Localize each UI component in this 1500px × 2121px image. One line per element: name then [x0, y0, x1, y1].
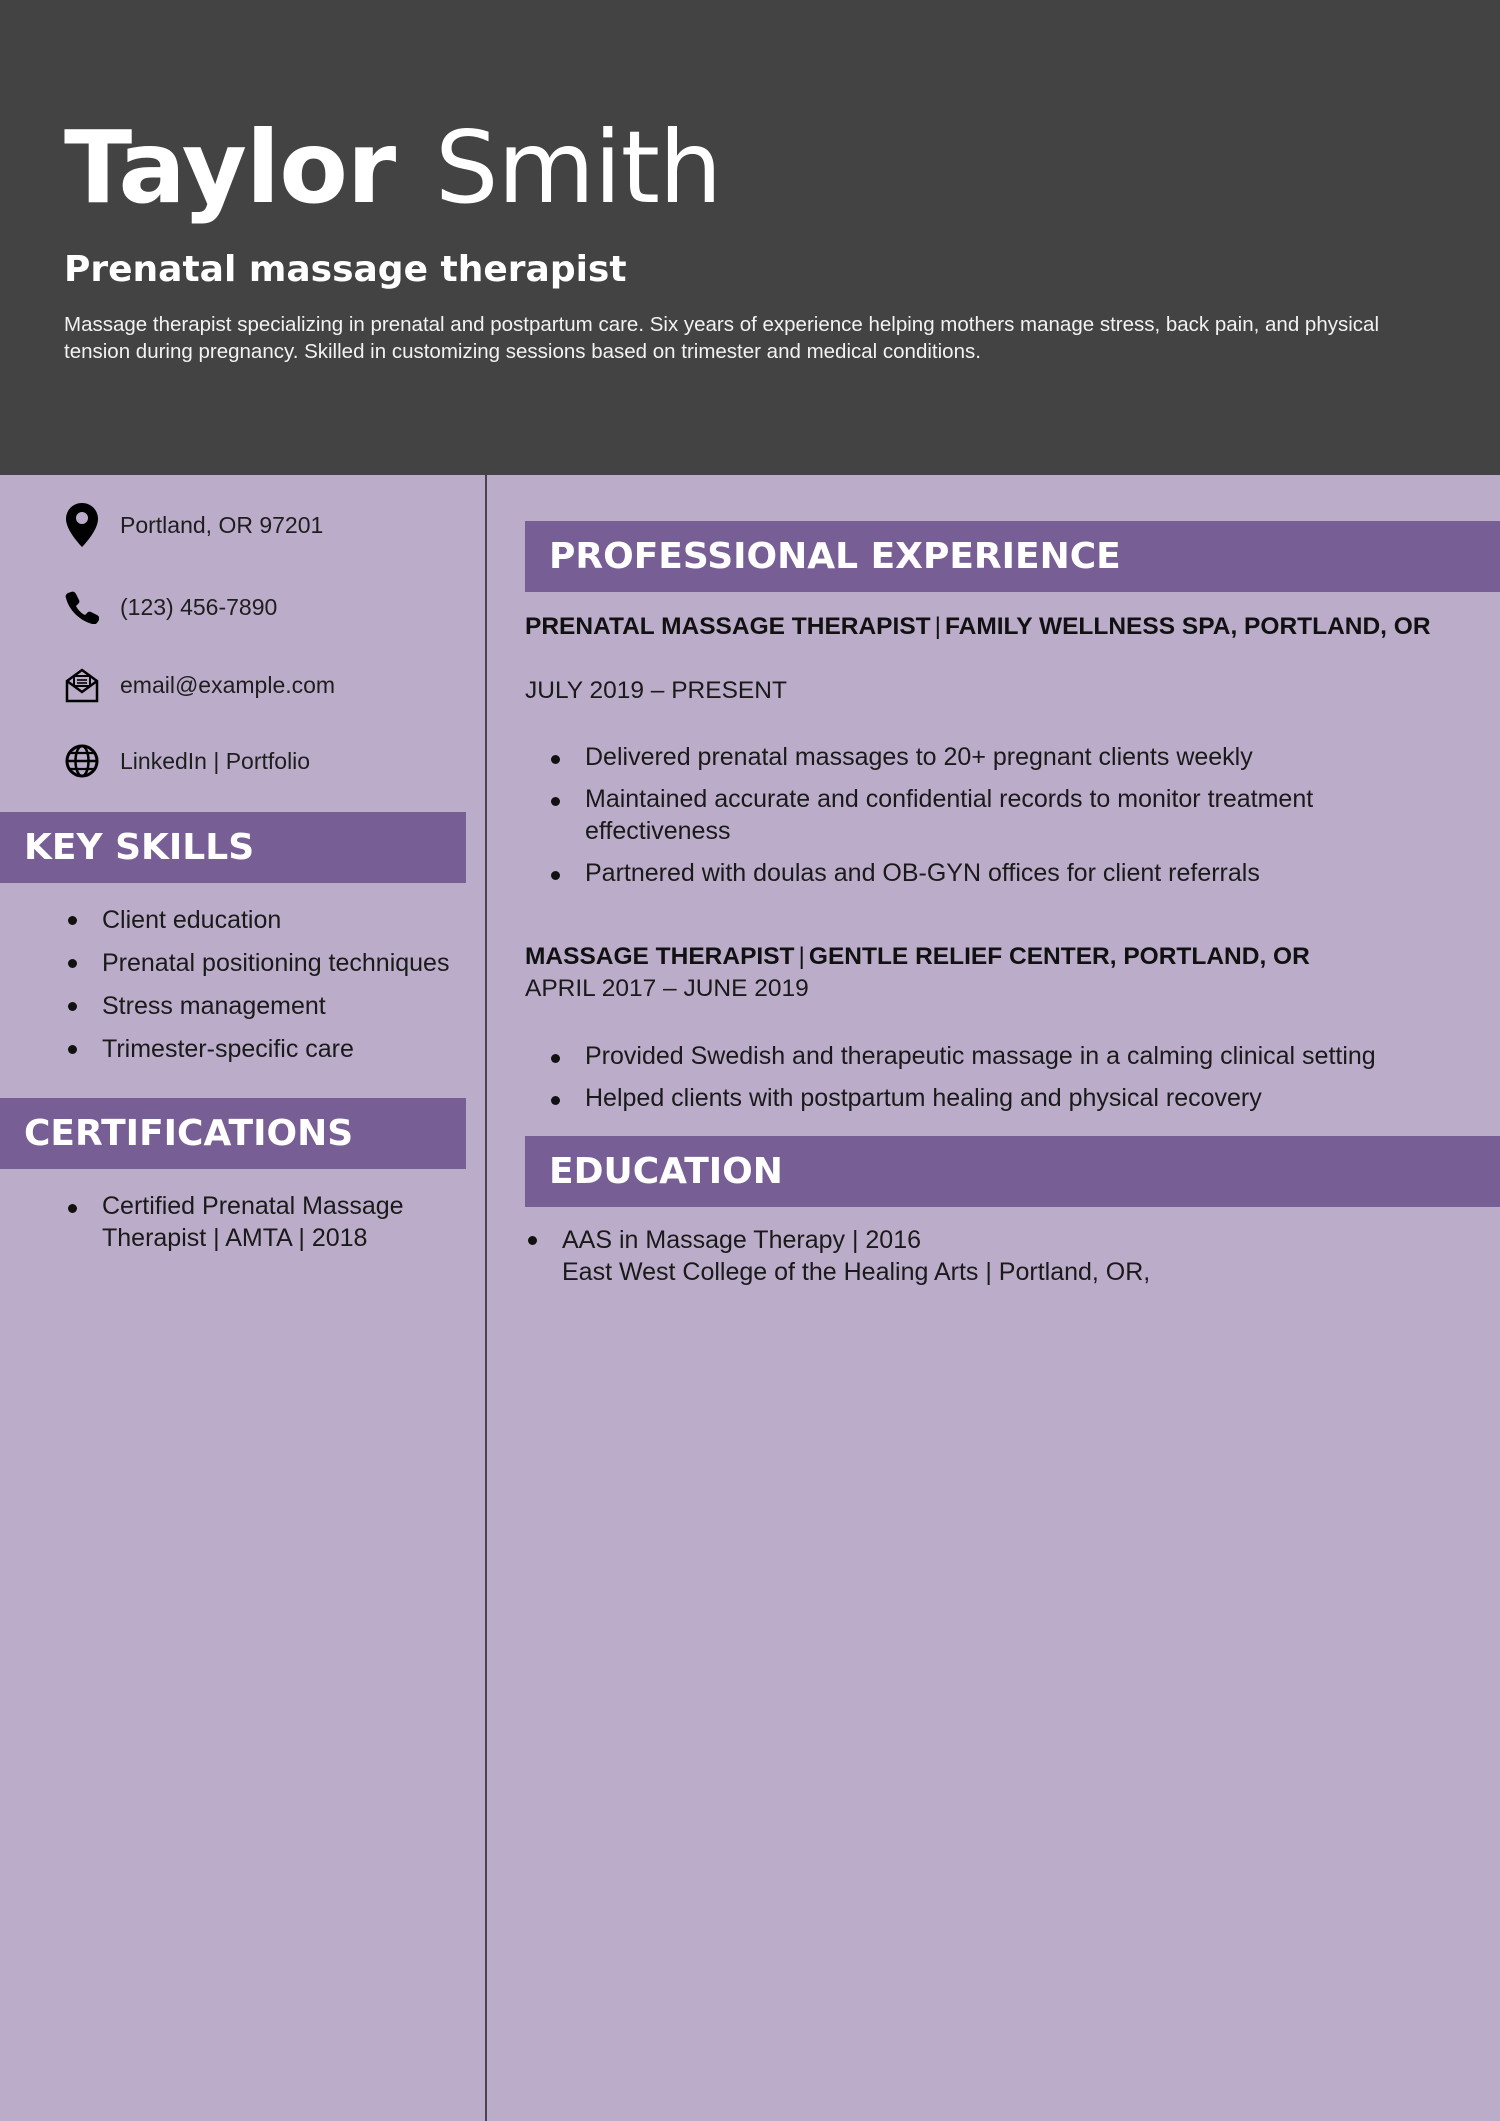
- school: East West College of the Healing Arts | Portland, OR,: [562, 1258, 1151, 1286]
- certifications-heading: CERTIFICATIONS: [0, 1098, 466, 1169]
- job-role: MASSAGE THERAPIST: [525, 943, 795, 970]
- location-pin-icon: [64, 503, 100, 547]
- professional-summary: Massage therapist specializing in prenatal and postpartum care. Six years of experience helping mothers manage stress, back pain, and physical tension during pregnancy. Skilled in customizing sessions based on trimester and medical conditions.: [64, 313, 1379, 363]
- job-role: PRENATAL MASSAGE THERAPIST: [525, 613, 931, 640]
- first-name: Taylor: [64, 109, 396, 226]
- list-item: Helped clients with postpartum healing and physical recovery: [585, 1082, 1376, 1114]
- envelope-icon: [64, 663, 100, 707]
- list-item: Maintained accurate and confidential records to monitor treatment effectiveness: [585, 783, 1385, 847]
- list-item: Delivered prenatal massages to 20+ pregnant clients weekly: [585, 741, 1385, 773]
- job-heading: [525, 611, 1455, 643]
- contact-links: [64, 736, 310, 786]
- contact-location: [64, 500, 323, 550]
- certifications-list: [102, 1190, 432, 1254]
- job-employer: FAMILY WELLNESS SPA, PORTLAND, OR: [945, 613, 1431, 640]
- column-divider: [485, 475, 487, 2121]
- resume-header: [0, 0, 1500, 475]
- job-heading: [525, 941, 1455, 973]
- experience-heading: PROFESSIONAL EXPERIENCE: [525, 521, 1500, 592]
- list-item: Client education: [102, 902, 449, 945]
- job-title: Prenatal massage therapist: [64, 249, 627, 290]
- list-item: Trimester-specific care: [102, 1031, 449, 1074]
- skills-list: [102, 902, 449, 1074]
- key-skills-heading: KEY SKILLS: [0, 812, 466, 883]
- education-list: [562, 1224, 1150, 1288]
- links-text[interactable]: LinkedIn | Portfolio: [120, 747, 311, 774]
- separator: |: [798, 943, 805, 970]
- job-dates: APRIL 2017 – JUNE 2019: [525, 975, 809, 1002]
- separator: |: [934, 613, 942, 640]
- phone-text[interactable]: (123) 456-7890: [120, 593, 278, 620]
- list-item: [562, 1224, 1150, 1288]
- phone-icon: [64, 585, 100, 629]
- list-item: Prenatal positioning techniques: [102, 945, 449, 988]
- last-name: Smith: [435, 109, 722, 226]
- list-item: Certified Prenatal Massage Therapist | AMTA | 2018: [102, 1190, 432, 1254]
- list-item: Provided Swedish and therapeutic massage in a calming clinical setting: [585, 1042, 1376, 1070]
- candidate-name: [64, 108, 721, 228]
- globe-icon: [64, 739, 100, 783]
- education-heading: EDUCATION: [525, 1136, 1500, 1207]
- job-duties: [585, 1040, 1376, 1124]
- contact-phone: [64, 582, 277, 632]
- email-text[interactable]: email@example.com: [120, 671, 336, 698]
- list-item: Stress management: [102, 988, 449, 1031]
- job-dates: JULY 2019 – PRESENT: [525, 677, 787, 704]
- contact-email: [64, 660, 335, 710]
- location-text: Portland, OR 97201: [120, 511, 324, 538]
- job-duties: [585, 741, 1385, 899]
- degree: AAS in Massage Therapy | 2016: [562, 1226, 922, 1254]
- list-item: Partnered with doulas and OB-GYN offices for client referrals: [585, 857, 1385, 889]
- job-employer: GENTLE RELIEF CENTER, PORTLAND, OR: [808, 943, 1310, 970]
